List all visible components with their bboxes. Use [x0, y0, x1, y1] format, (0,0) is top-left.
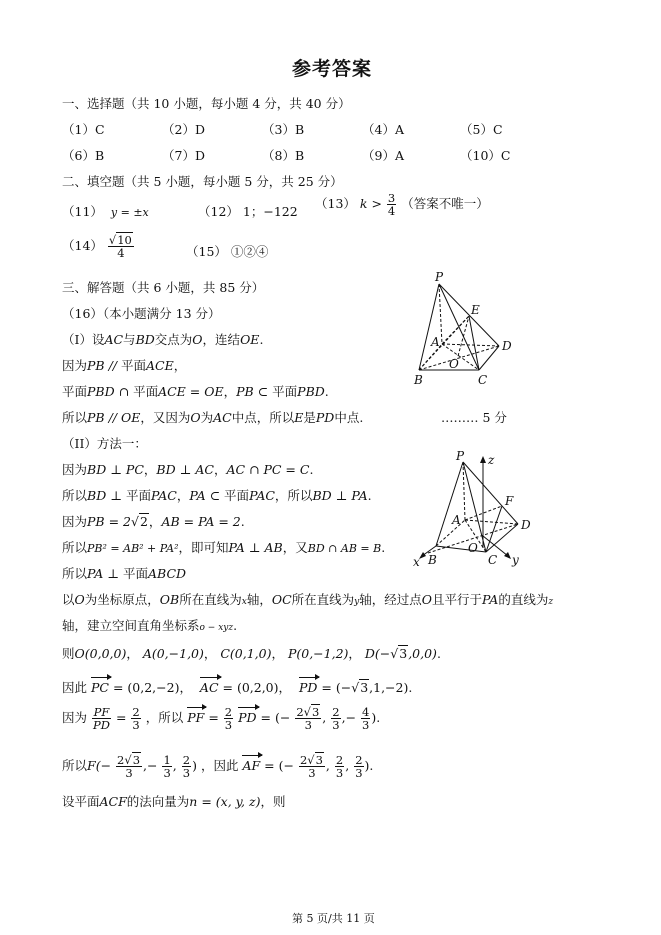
- section-2-header: 二、填空题（共 5 小题，每小题 5 分，共 25 分）: [62, 174, 343, 189]
- label-f: F: [505, 494, 514, 508]
- q15-label: （15）: [186, 244, 227, 259]
- line-pf-ratio: 因为 $\frac{PF}{PD}$ = $\frac{2}{3}$ ，所以 PF = $\frac{2}{3}$ PD = (− $\frac{2√3}{3}$ , $\frac{2}{3}$ ,− $\frac{4}{3}$ ).: [62, 705, 381, 733]
- label-b: B: [428, 553, 437, 567]
- q11-answer: y = ±x: [110, 206, 149, 219]
- fill-13: [315, 192, 489, 217]
- answer-5: （5）C: [460, 122, 503, 137]
- vector-pc: PC: [91, 680, 109, 695]
- edge-pa: [463, 462, 465, 520]
- edge-bc: [436, 546, 486, 552]
- label-p: P: [435, 270, 444, 284]
- label-y: y: [512, 553, 519, 567]
- label-d: D: [502, 339, 512, 353]
- fill-12: [198, 202, 298, 220]
- vector-af: AF: [242, 758, 261, 774]
- vector-pd-2: PD: [238, 710, 257, 726]
- line-lengths: 因为PB = 2√2，AB = PA = 2.: [62, 514, 245, 529]
- answer-1: （1）C: [62, 122, 105, 137]
- answer-10: （10）C: [460, 148, 511, 163]
- line-points: 则O(0,0,0)， A(0,−1,0)， C(0,1,0)， P(0,−1,2)， D(−√3,0,0).: [62, 646, 441, 661]
- edge-cd: [479, 346, 499, 370]
- label-o: O: [449, 357, 459, 371]
- label-z: z: [488, 453, 495, 467]
- vector-pf: PF: [187, 710, 205, 726]
- label-d: D: [521, 518, 531, 532]
- page-title: 参考答案: [292, 58, 373, 80]
- fill-15: [186, 242, 268, 260]
- label-a: A: [452, 513, 461, 527]
- q13-fraction: [387, 192, 396, 217]
- q13-note: （答案不唯一）: [401, 196, 489, 212]
- seg-be: [419, 316, 469, 370]
- line-bd-plane: 所以BD ⊥ 平面PAC，PA ⊂ 平面PAC，所以BD ⊥ PA.: [62, 488, 372, 503]
- line-f-coords: 所以F(− $\frac{2√3}{3}$ ,− $\frac{1}{3}$ , $\frac{2}{3}$ ) ，因此 AF = (− $\frac{2√3}{3}$ , $\frac{2}{3}$ , $\frac{2}{3}$ ).: [62, 753, 374, 781]
- label-a: A: [431, 335, 440, 349]
- line-vectors: 因此 PC = (0,2,−2)， AC = (0,2,0)， PD = (−√3,1,−2).: [62, 680, 413, 695]
- edge-pb: [436, 462, 463, 546]
- edge-ad: [442, 344, 499, 346]
- vector-pd: PD: [298, 680, 318, 695]
- line-coordinate-setup: 以O为坐标原点，OB所在直线为x轴，OC所在直线为y轴，经过点O且平行于PA的直线为z: [62, 592, 554, 607]
- q12-answer: 1；−122: [242, 204, 298, 219]
- answer-7: （7）D: [162, 148, 205, 163]
- q14-den: 4: [117, 246, 125, 261]
- label-o: O: [468, 541, 478, 555]
- diag-bd: [419, 346, 499, 370]
- answer-2: （2）D: [162, 122, 205, 137]
- label-c: C: [478, 373, 488, 387]
- label-e: E: [471, 303, 480, 317]
- q14-fraction: $\frac{√10}{4}$: [108, 233, 132, 261]
- answer-6: （6）B: [62, 148, 105, 163]
- line-plane-intersection: 平面PBD ∩ 平面ACE = OE，PB ⊂ 平面PBD.: [62, 384, 329, 399]
- edge-pb: [419, 284, 439, 370]
- edge-pd: [439, 284, 499, 346]
- answer-8: （8）B: [262, 148, 305, 163]
- q14-label: （14）: [62, 238, 103, 254]
- label-x: x: [413, 555, 420, 569]
- line-coordinate-system: 轴，建立空间直角坐标系o − xyz.: [62, 618, 238, 633]
- q11-label: （11）: [62, 204, 103, 219]
- edge-ad: [465, 520, 518, 524]
- answer-3: （3）B: [262, 122, 305, 137]
- q16-header: （16）（本小题满分 13 分）: [62, 306, 221, 321]
- line-bd-perp: 因为BD ⊥ PC，BD ⊥ AC，AC ∩ PC = C.: [62, 462, 314, 477]
- page-footer: 第 5 页/共 11 页: [292, 912, 375, 925]
- label-p: P: [456, 449, 465, 463]
- vector-ac: AC: [199, 680, 219, 695]
- line-pb-parallel: 因为PB // 平面ACE，: [62, 358, 187, 373]
- q13-num: 3: [387, 191, 396, 205]
- line-part1-intro: （Ⅰ）设AC与BD交点为O，连结OE.: [62, 332, 264, 347]
- line-normal-vector: 设平面ACF的法向量为n = (x, y, z)，则: [62, 794, 286, 809]
- q13-den: 4: [387, 204, 396, 219]
- fill-11: [62, 202, 149, 220]
- line-conclusion-1: 所以PB // OE，又因为O为AC中点，所以E是PD中点.: [62, 410, 364, 425]
- figure-pyramid-2: [408, 448, 538, 573]
- answer-9: （9）A: [362, 148, 404, 163]
- section-3-header: 三、解答题（共 6 小题，共 85 分）: [62, 280, 265, 295]
- fill-14: [62, 234, 135, 259]
- q13-label: （13）: [315, 196, 356, 212]
- score-mark: ……… 5 分: [441, 410, 507, 425]
- label-c: C: [488, 553, 498, 567]
- answer-4: （4）A: [362, 122, 404, 137]
- q15-answer: ①②④: [230, 244, 269, 259]
- q12-label: （12）: [198, 204, 239, 219]
- label-b: B: [414, 373, 423, 387]
- q13-lhs: k >: [359, 196, 382, 212]
- line-pa-plane: 所以PA ⊥ 平面ABCD: [62, 566, 187, 581]
- part2-header: （II）方法一：: [62, 436, 147, 451]
- line-pythagoras: 所以PB² = AB² + PA²，即可知PA ⊥ AB，又BD ∩ AB = B.: [62, 540, 386, 555]
- q14-num: 10: [117, 233, 132, 247]
- edge-pc: [439, 284, 479, 370]
- section-1-header: 一、选择题（共 10 小题，每小题 4 分，共 40 分）: [62, 96, 351, 111]
- figure-pyramid-1: [404, 270, 524, 395]
